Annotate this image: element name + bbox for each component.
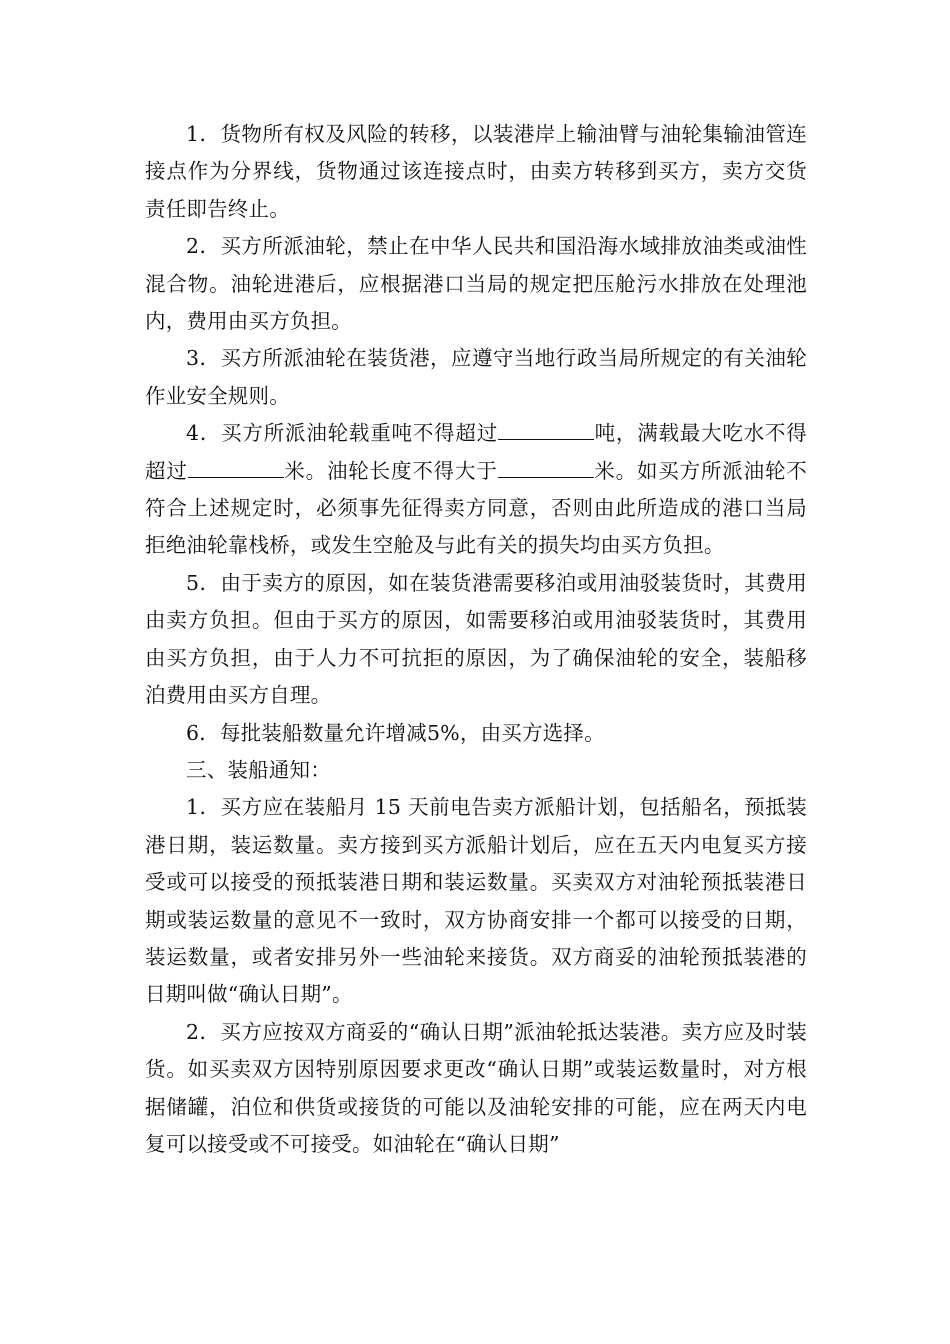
paragraph-safety-rules: 3．买方所派油轮在装货港，应遵守当地行政当局所规定的有关油轮作业安全规则。	[145, 346, 807, 408]
section-heading-loading-notice: 三、装船通知：	[186, 757, 331, 782]
paragraph-discharge-ban: 2．买方所派油轮，禁止在中华人民共和国沿海水域排放油类或油性混合物。油轮进港后，应根据港口当局的规定把压舱污水排放在处理池内，费用由买方负担。	[145, 234, 807, 334]
vessel-limits-text-3: 米。油轮长度不得大于	[283, 458, 498, 483]
vessel-limits-text-2: 吨，满载最大吃水不得超过	[145, 421, 807, 483]
paragraph-shifting-costs: 5．由于卖方的原因，如在装货港需要移泊或用油驳装货时，其费用由卖方负担。但由于买方的原因，如需要移泊或用油驳装货时，其费用由买方负担，由于人力不可抗拒的原因，为了确保油轮的安全，装船移泊费用由买方自理。	[145, 570, 807, 708]
paragraph-ownership-risk: 1．货物所有权及风险的转移，以装港岸上输油臂与油轮集输油管连接点作为分界线，货物通过该连接点时，由卖方转移到买方，卖方交货责任即告终止。	[145, 122, 807, 221]
vessel-limits-text-1: 4．买方所派油轮载重吨不得超过	[186, 421, 499, 446]
paragraph-quantity-tolerance: 6．每批装船数量允许增减5%，由买方选择。	[186, 720, 605, 745]
blank-draft-field	[188, 458, 284, 477]
paragraph-confirmed-date: 2．买方应按双方商妥的“确认日期”派油轮抵达装港。卖方应及时装货。如买卖双方因特别原因要求更改“确认日期”或装运数量时，对方根据储罐，泊位和供货或接货的可能以及油轮安排的可能，应在两天内电复可以接受或不可接受。如油轮在“确认日期”	[145, 1019, 807, 1156]
paragraph-shipping-plan: 1．买方应在装船月 15 天前电告卖方派船计划，包括船名，预抵装港日期，装运数量。卖方接到买方派船计划后，应在五天内电复买方接受或可以接受的预抵装港日期和装运数量。买卖双方对油轮预抵装港日期或装运数量的意见不一致时，双方协商安排一个都可以接受的日期，装运数量，或者安排另外一些油轮来接货。双方商妥的油轮预抵装港的日期叫做“确认日期”。	[145, 795, 807, 1007]
blank-dwt-field	[498, 421, 594, 440]
paragraph-vessel-limits	[145, 415, 807, 565]
document-page	[145, 116, 807, 1163]
vessel-limits-text-4: 米。如买方所派油轮不符合上述规定时，必须事先征得卖方同意，否则由此所造成的港口当局拒绝油轮靠栈桥，或发生空舱及与此有关的损失均由买方负担。	[145, 458, 808, 558]
blank-length-field	[498, 458, 594, 477]
